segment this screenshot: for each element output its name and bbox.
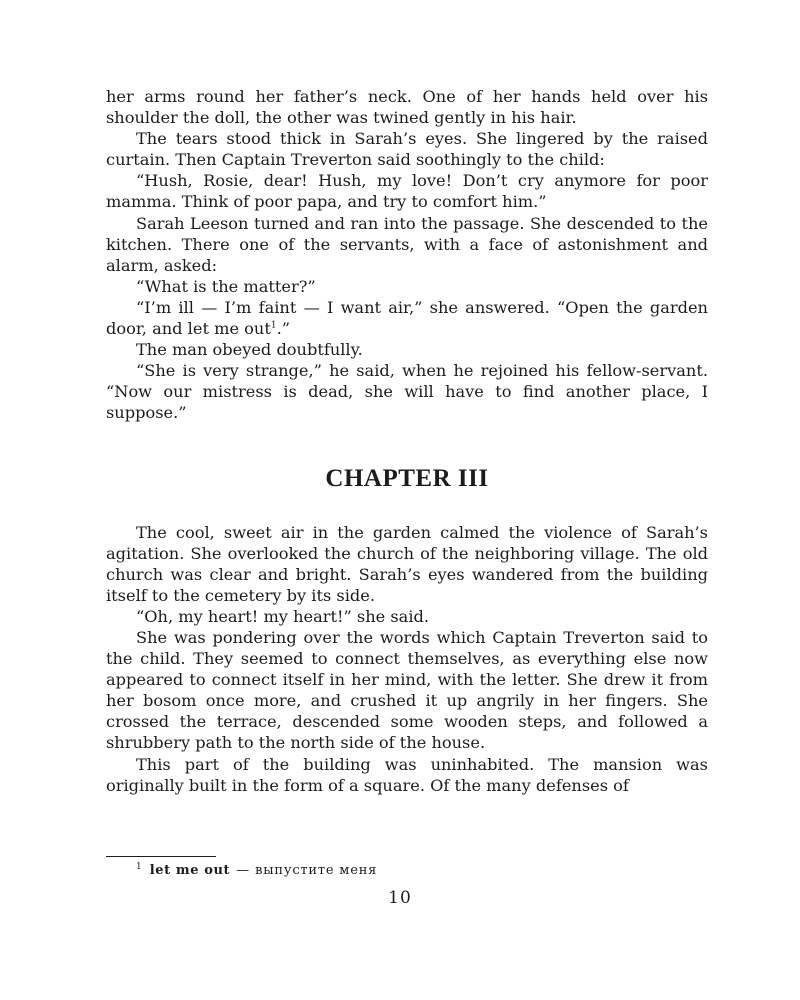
footnote bbox=[136, 862, 377, 880]
paragraph: “Oh, my heart! my heart!” she said. bbox=[136, 606, 430, 626]
paragraph: The cool, sweet air in the garden calmed the violence of Sarah’s agitation. She overlooked the church of the neighboring village. The old church was clear and bright. Sarah’s eyes wandered from the building itself to the cemetery by its side. bbox=[106, 522, 708, 605]
footnote-translation: выпустите меня bbox=[255, 863, 378, 878]
paragraph: The tears stood thick in Sarah’s eyes. She lingered by the raised curtain. Then Captain Treverton said soothingly to the child: bbox=[106, 129, 708, 170]
paragraph: “She is very strange,” he said, when he rejoined his fellow-servant. “Now our mistress is dead, she will have to find another place, I suppose.” bbox=[106, 361, 708, 423]
page-number: 10 bbox=[388, 888, 412, 908]
page-body bbox=[106, 86, 708, 796]
footnote-term: let me out bbox=[149, 863, 231, 878]
footnote-divider bbox=[106, 856, 216, 857]
paragraph: The man obeyed doubtfully. bbox=[136, 340, 363, 360]
paragraph-text: .” bbox=[276, 319, 291, 339]
paragraph-text: “I’m ill — I’m faint — I want air,” she answered. “Open the garden door, and let me out bbox=[106, 297, 708, 339]
paragraph: She was pondering over the words which Captain Treverton said to the child. They seemed to connect themselves, as everything else now appeared to connect itself in her mind, with the letter. She drew it from her bosom once more, and crushed it up angrily in her fingers. She crossed the terrace, descended some wooden steps, and followed a shrubbery path to the north side of the house. bbox=[106, 627, 708, 753]
paragraph: This part of the building was uninhabited. The mansion was originally built in the form of a square. Of the many defenses of bbox=[106, 754, 708, 795]
paragraph-with-footnote bbox=[106, 297, 708, 339]
paragraph: “What is the matter?” bbox=[136, 276, 316, 296]
footnote-number: 1 bbox=[136, 861, 142, 872]
footnote-reference: 1 bbox=[270, 320, 277, 331]
paragraph: “Hush, Rosie, dear! Hush, my love! Don’t cry anymore for poor mamma. Think of poor papa, and try to comfort him.” bbox=[106, 171, 708, 212]
footnote-dash: — bbox=[236, 863, 250, 878]
chapter-title: CHAPTER III bbox=[325, 464, 489, 492]
paragraph: Sarah Leeson turned and ran into the passage. She descended to the kitchen. There one of the servants, with a face of astonishment and alarm, asked: bbox=[106, 213, 708, 275]
paragraph: her arms round her father’s neck. One of her hands held over his shoulder the doll, the other was twined gently in his hair. bbox=[106, 87, 708, 128]
